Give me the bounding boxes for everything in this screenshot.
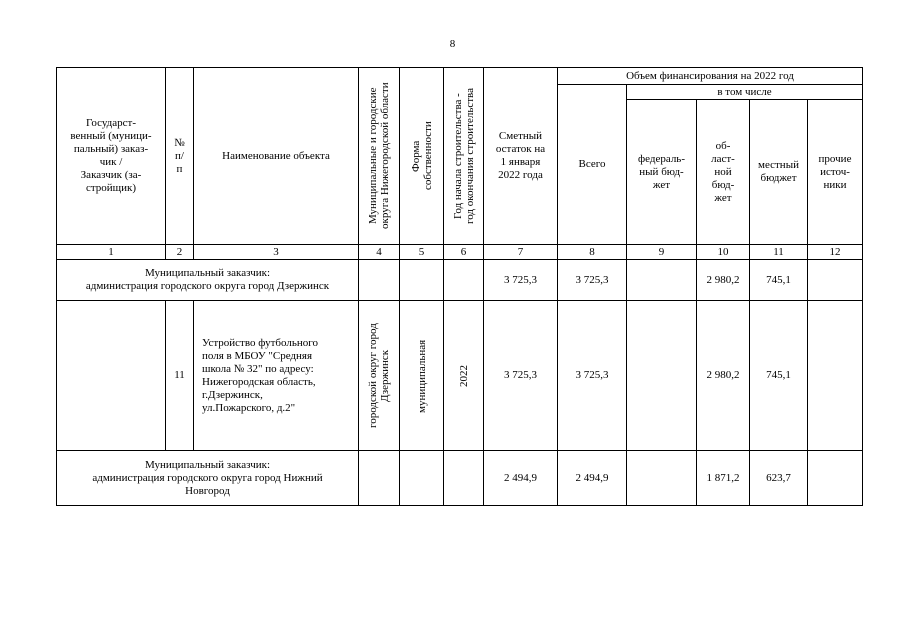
header-federal: федераль- ный бюд- жет — [627, 100, 697, 245]
header-years: Год начала строительства - год окончания строительства — [444, 68, 484, 245]
federal-cell — [627, 260, 697, 301]
column-numbers-row — [57, 245, 863, 260]
header-municipality: Муниципальные и городские округа Нижегородской области — [359, 68, 400, 245]
header-other: прочие источ- ники — [808, 100, 863, 245]
federal-cell — [627, 301, 697, 451]
column-number: 4 — [359, 245, 400, 260]
financing-table — [56, 67, 863, 506]
years-cell: 2022 — [444, 301, 484, 451]
total-cell: 2 494,9 — [558, 451, 627, 506]
regional-cell: 1 871,2 — [697, 451, 750, 506]
ownership-cell — [400, 451, 444, 506]
regional-cell: 2 980,2 — [697, 301, 750, 451]
other-cell — [808, 301, 863, 451]
remainder-cell: 3 725,3 — [484, 260, 558, 301]
federal-cell — [627, 451, 697, 506]
column-number: 2 — [166, 245, 194, 260]
header-funding: Объем финансирования на 2022 год — [558, 68, 863, 85]
remainder-cell: 2 494,9 — [484, 451, 558, 506]
customer-cell: Муниципальный заказчик: администрация городского округа город Дзержинск — [57, 260, 359, 301]
ownership-cell — [400, 260, 444, 301]
municipality-cell: городской округ город Дзержинск — [359, 301, 400, 451]
municipality-cell — [359, 451, 400, 506]
municipality-cell — [359, 260, 400, 301]
column-number: 12 — [808, 245, 863, 260]
other-cell — [808, 260, 863, 301]
years-cell — [444, 451, 484, 506]
local-cell: 623,7 — [750, 451, 808, 506]
customer-cell — [57, 301, 166, 451]
header-customer: Государст- венный (муници- пальный) заказ- чик / Заказчик (за- стройщик) — [57, 68, 166, 245]
header-object-name: Наименование объекта — [194, 68, 359, 245]
table-row — [57, 260, 863, 301]
header-total: Всего — [558, 85, 627, 245]
header-regional: об- ласт- ной бюд- жет — [697, 100, 750, 245]
local-cell: 745,1 — [750, 301, 808, 451]
column-number: 1 — [57, 245, 166, 260]
object-name-cell: Устройство футбольного поля в МБОУ "Средняя школа № 32" по адресу: Нижегородская область, г.Дзержинск, ул.Пожарского, д.2" — [194, 301, 359, 451]
total-cell: 3 725,3 — [558, 260, 627, 301]
column-number: 10 — [697, 245, 750, 260]
customer-cell: Муниципальный заказчик: администрация городского округа город Нижний Новгород — [57, 451, 359, 506]
header-ownership: Форма собственности — [400, 68, 444, 245]
other-cell — [808, 451, 863, 506]
column-number: 8 — [558, 245, 627, 260]
num-cell: 11 — [166, 301, 194, 451]
remainder-cell: 3 725,3 — [484, 301, 558, 451]
years-cell — [444, 260, 484, 301]
header-including: в том числе — [627, 85, 863, 100]
column-number: 9 — [627, 245, 697, 260]
header-local: местный бюджет — [750, 100, 808, 245]
header-num: № п/ п — [166, 68, 194, 245]
total-cell: 3 725,3 — [558, 301, 627, 451]
local-cell: 745,1 — [750, 260, 808, 301]
table-row — [57, 301, 863, 451]
table-row — [57, 451, 863, 506]
column-number: 3 — [194, 245, 359, 260]
page-number: 8 — [449, 38, 456, 50]
column-number: 7 — [484, 245, 558, 260]
column-number: 6 — [444, 245, 484, 260]
header-remainder: Сметный остаток на 1 января 2022 года — [484, 68, 558, 245]
column-number: 11 — [750, 245, 808, 260]
column-number: 5 — [400, 245, 444, 260]
regional-cell: 2 980,2 — [697, 260, 750, 301]
ownership-cell: муниципальная — [400, 301, 444, 451]
